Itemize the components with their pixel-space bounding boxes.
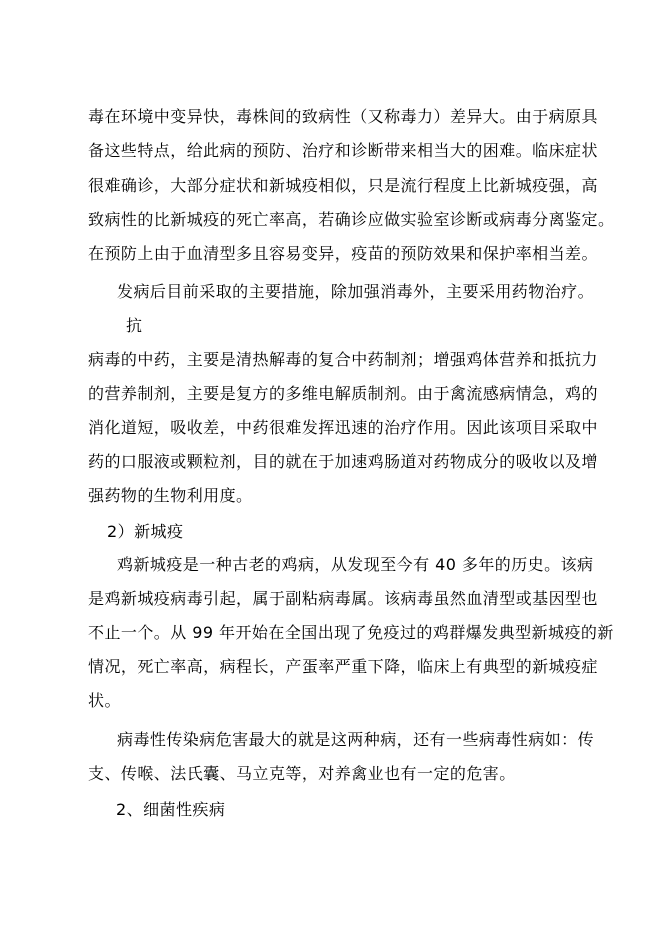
text-line: 强药物的生物利用度。 [88,486,253,505]
text-line: 是鸡新城疫病毒引起，属于副粘病毒属。该病毒虽然血清型或基因型也 [88,589,598,608]
text-line: 备这些特点，给此病的预防、治疗和诊断带来相当大的困难。临床症状 [88,141,598,160]
text-line: 病毒性传染病危害最大的就是这两种病，还有一些病毒性病如：传 [117,730,595,749]
text-line: 致病性的比新城疫的死亡率高，若确诊应做实验室诊断或病毒分离鉴定。 [88,210,615,229]
text-line: 状。 [88,691,121,710]
text-line: 毒在环境中变异快，毒株间的致病性（又称毒力）差异大。由于病原具 [88,107,598,126]
section-heading: 2、细菌性疾病 [116,800,226,819]
text-line: 支、传喉、法氏囊、马立克等，对养禽业也有一定的危害。 [88,764,516,783]
text-fragment: 抗 [126,316,143,335]
text-line: 很难确诊，大部分症状和新城疫相似，只是流行程度上比新城疫强，高 [88,176,598,195]
text-line: 药的口服液或颗粒剂，目的就在于加速鸡肠道对药物成分的吸收以及增 [88,452,598,471]
text-line: 鸡新城疫是一种古老的鸡病，从发现至今有 40 多年的历史。该病 [117,555,594,574]
text-line: 不止一个。从 99 年开始在全国出现了免疫过的鸡群爆发典型新城疫的新 [88,623,614,642]
paragraph-text: 发病后目前采取的主要措施，除加强消毒外，主要采用药物治疗。 [117,282,595,301]
text-line: 病毒的中药，主要是清热解毒的复合中药制剂；增强鸡体营养和抵抗力 [88,350,598,369]
text-line: 在预防上由于血清型多且容易变异，疫苗的预防效果和保护率相当差。 [88,244,598,263]
text-line: 情况，死亡率高，病程长，产蛋率严重下降，临床上有典型的新城疫症 [88,657,598,676]
text-line: 消化道短，吸收差，中药很难发挥迅速的治疗作用。因此该项目采取中 [88,418,598,437]
section-heading: 2）新城疫 [107,522,184,541]
text-line: 的营养制剂，主要是复方的多维电解质制剂。由于禽流感病情急，鸡的 [88,384,598,403]
